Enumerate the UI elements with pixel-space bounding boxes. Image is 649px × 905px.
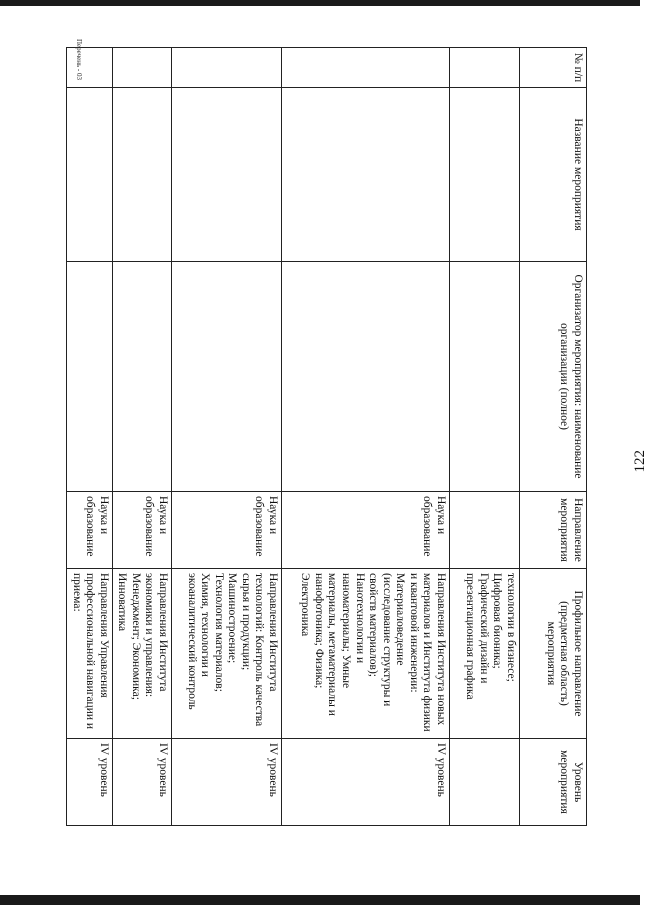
cell-profile: технологии в бизнесе; Цифровая бионика; Графический дизайн и презентационная графика bbox=[450, 569, 520, 739]
cell-level: IV уровень bbox=[282, 739, 450, 826]
cell-name bbox=[112, 88, 171, 262]
header-name: Название мероприятия bbox=[520, 88, 587, 262]
header-direction: Направление мероприятия bbox=[520, 492, 587, 569]
cell-organizer bbox=[172, 262, 282, 492]
cell-level: IV уровень bbox=[112, 739, 171, 826]
header-num: № п/п bbox=[520, 48, 587, 88]
cell-name bbox=[450, 88, 520, 262]
cell-num bbox=[112, 48, 171, 88]
cell-profile: Направления Института технологий: Контроль качества сырья и продукции; Машиностроение; Технология материалов; Химия, технологии и экоаналитический контроль bbox=[172, 569, 282, 739]
header-level: Уровень мероприятия bbox=[520, 739, 587, 826]
cell-organizer bbox=[67, 262, 113, 492]
cell-direction bbox=[450, 492, 520, 569]
scan-edge-bottom bbox=[0, 895, 640, 905]
rotated-page-content bbox=[70, 39, 648, 825]
cell-level: IV уровень bbox=[172, 739, 282, 826]
cell-name bbox=[282, 88, 450, 262]
header-organizer: Организатор мероприятия: наименование организации (полное) bbox=[520, 262, 587, 492]
cell-direction: Наука и образование bbox=[112, 492, 171, 569]
cell-name bbox=[67, 88, 113, 262]
page-number: 122 bbox=[632, 450, 648, 473]
header-profile: Профильное направление (предметная область) мероприятия bbox=[520, 569, 587, 739]
cell-direction: Наука и образование bbox=[172, 492, 282, 569]
events-table bbox=[66, 47, 587, 826]
cell-organizer bbox=[450, 262, 520, 492]
cell-level: IV уровень bbox=[67, 739, 113, 826]
cell-num bbox=[67, 48, 113, 88]
scan-edge-top bbox=[0, 0, 640, 6]
cell-num bbox=[450, 48, 520, 88]
cell-name bbox=[172, 88, 282, 262]
table-row bbox=[172, 48, 282, 826]
cell-level bbox=[450, 739, 520, 826]
table-row bbox=[282, 48, 450, 826]
cell-profile: Направления Института новых материалов и Института физики и квантовой инженерии: Материаловедение (исследование структуры и свойств материалов); Нанотехнологии и наноматериалы; Умные материалы, метаматериалы и нанофотоника; Физика; Электроника bbox=[282, 569, 450, 739]
footer-note: Перечень - 03 bbox=[75, 39, 83, 80]
cell-profile: Направления Управления профессиональной навигации и приема: bbox=[67, 569, 113, 739]
table-row bbox=[450, 48, 520, 826]
cell-organizer bbox=[282, 262, 450, 492]
cell-organizer bbox=[112, 262, 171, 492]
table-header-row bbox=[520, 48, 587, 826]
cell-profile: Направления Института экономики и управления: Менеджмент; Экономика; Инноватика bbox=[112, 569, 171, 739]
cell-direction: Наука и образование bbox=[282, 492, 450, 569]
cell-num bbox=[282, 48, 450, 88]
table-row bbox=[67, 48, 113, 826]
cell-direction: Наука и образование bbox=[67, 492, 113, 569]
cell-num bbox=[172, 48, 282, 88]
table-row bbox=[112, 48, 171, 826]
